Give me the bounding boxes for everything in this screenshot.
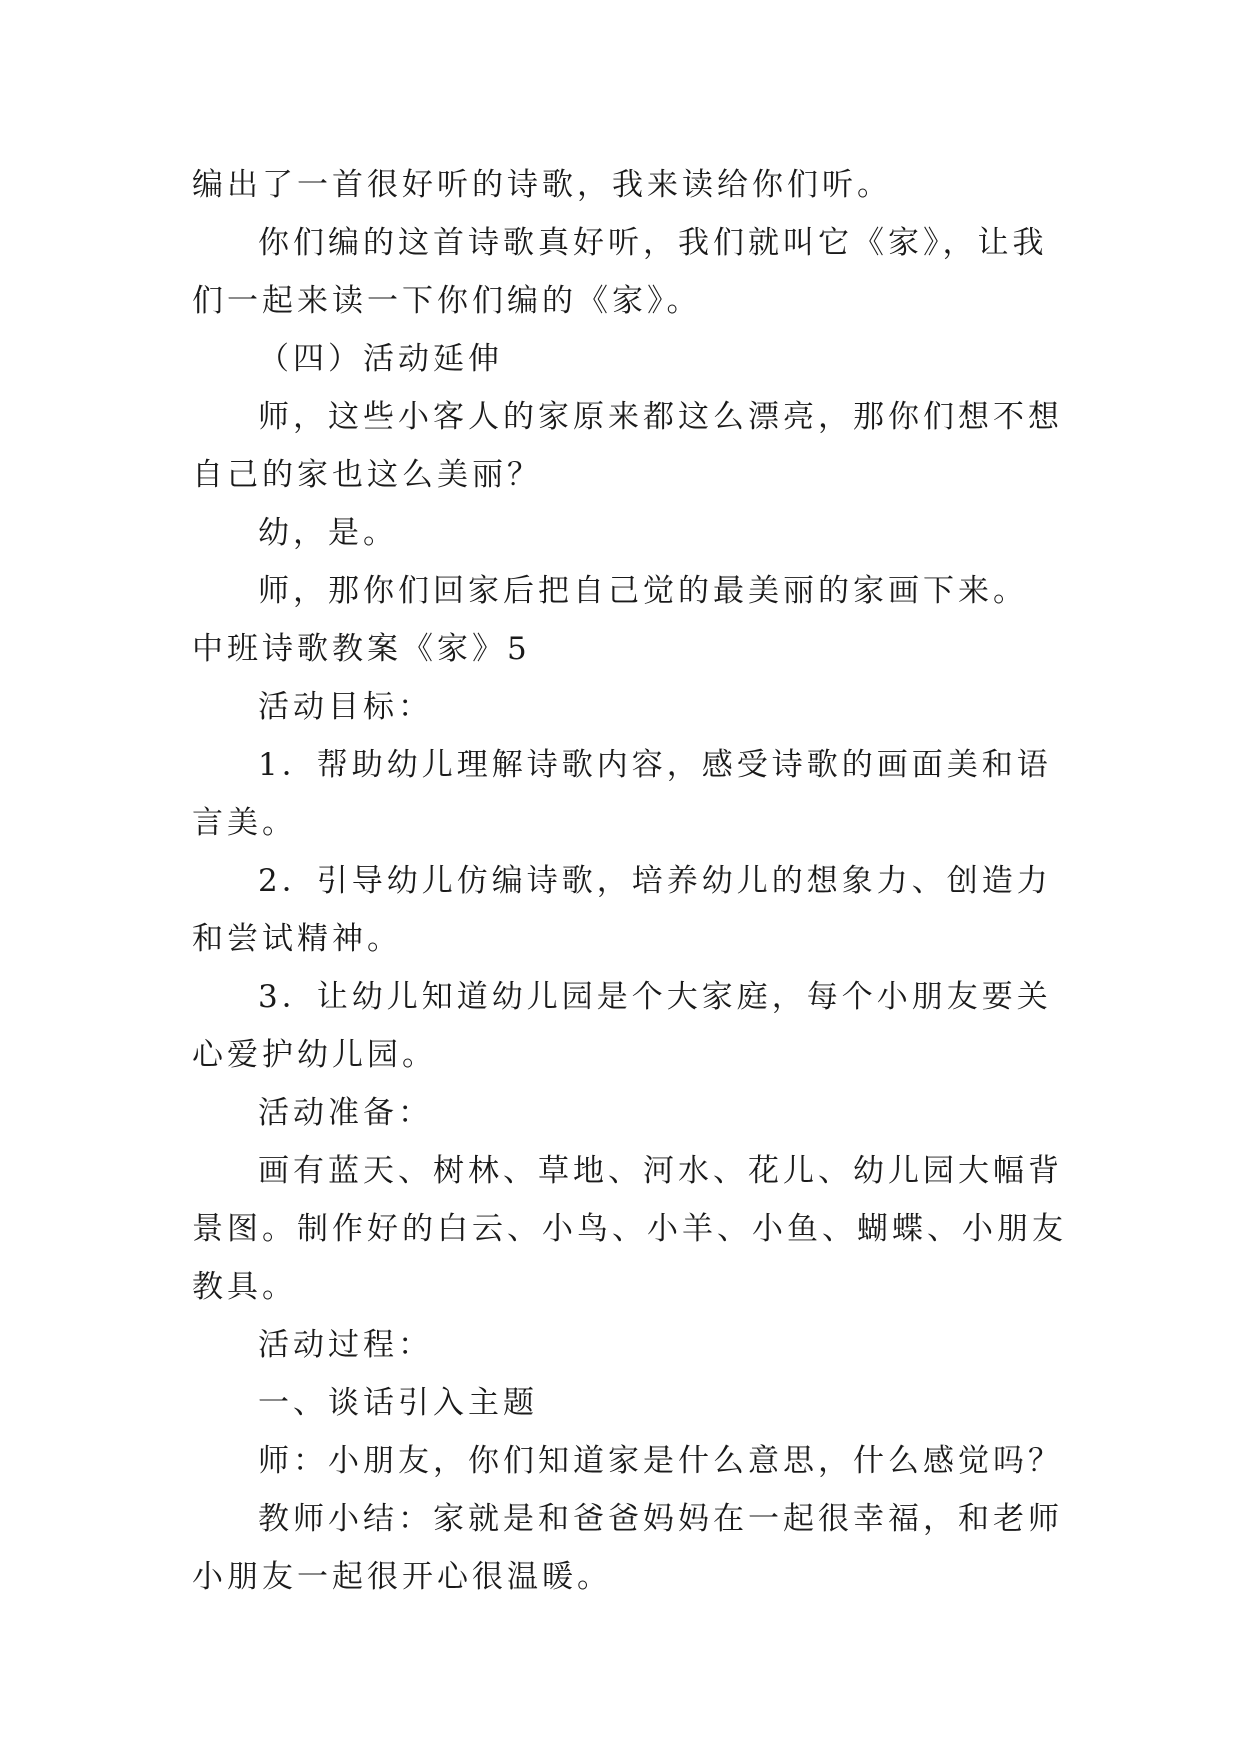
paragraph: 教师小结：家就是和爸爸妈妈在一起很幸福，和老师小朋友一起很开心很温暖。	[192, 1501, 1063, 1595]
list-item: 3．让幼儿知道幼儿园是个大家庭，每个小朋友要关心爱护幼儿园。	[192, 979, 1052, 1073]
section-heading: 活动过程：	[258, 1327, 433, 1363]
paragraph: 你们编的这首诗歌真好听，我们就叫它《家》，让我们一起来读一下你们编的《家》。	[192, 225, 1048, 319]
section-heading: （四）活动延伸	[258, 341, 503, 377]
document-body	[192, 156, 1072, 1606]
paragraph: 师：小朋友，你们知道家是什么意思，什么感觉吗？	[258, 1443, 1063, 1479]
list-item: 1．帮助幼儿理解诗歌内容，感受诗歌的画面美和语言美。	[192, 747, 1052, 841]
paragraph: 师，这些小客人的家原来都这么漂亮，那你们想不想自己的家也这么美丽？	[192, 399, 1063, 493]
section-heading: 活动目标：	[258, 689, 433, 725]
lesson-title: 中班诗歌教案《家》5	[192, 631, 531, 667]
paragraph: 幼，是。	[258, 515, 398, 551]
paragraph: 师，那你们回家后把自己觉的最美丽的家画下来。	[258, 573, 1028, 609]
paragraph: 画有蓝天、树林、草地、河水、花儿、幼儿园大幅背景图。制作好的白云、小鸟、小羊、小鱼、蝴蝶、小朋友教具。	[192, 1153, 1067, 1305]
paragraph: 编出了一首很好听的诗歌，我来读给你们听。	[192, 167, 892, 203]
list-item: 2．引导幼儿仿编诗歌，培养幼儿的想象力、创造力和尝试精神。	[192, 863, 1052, 957]
section-heading: 活动准备：	[258, 1095, 433, 1131]
section-heading: 一、谈话引入主题	[258, 1385, 538, 1421]
